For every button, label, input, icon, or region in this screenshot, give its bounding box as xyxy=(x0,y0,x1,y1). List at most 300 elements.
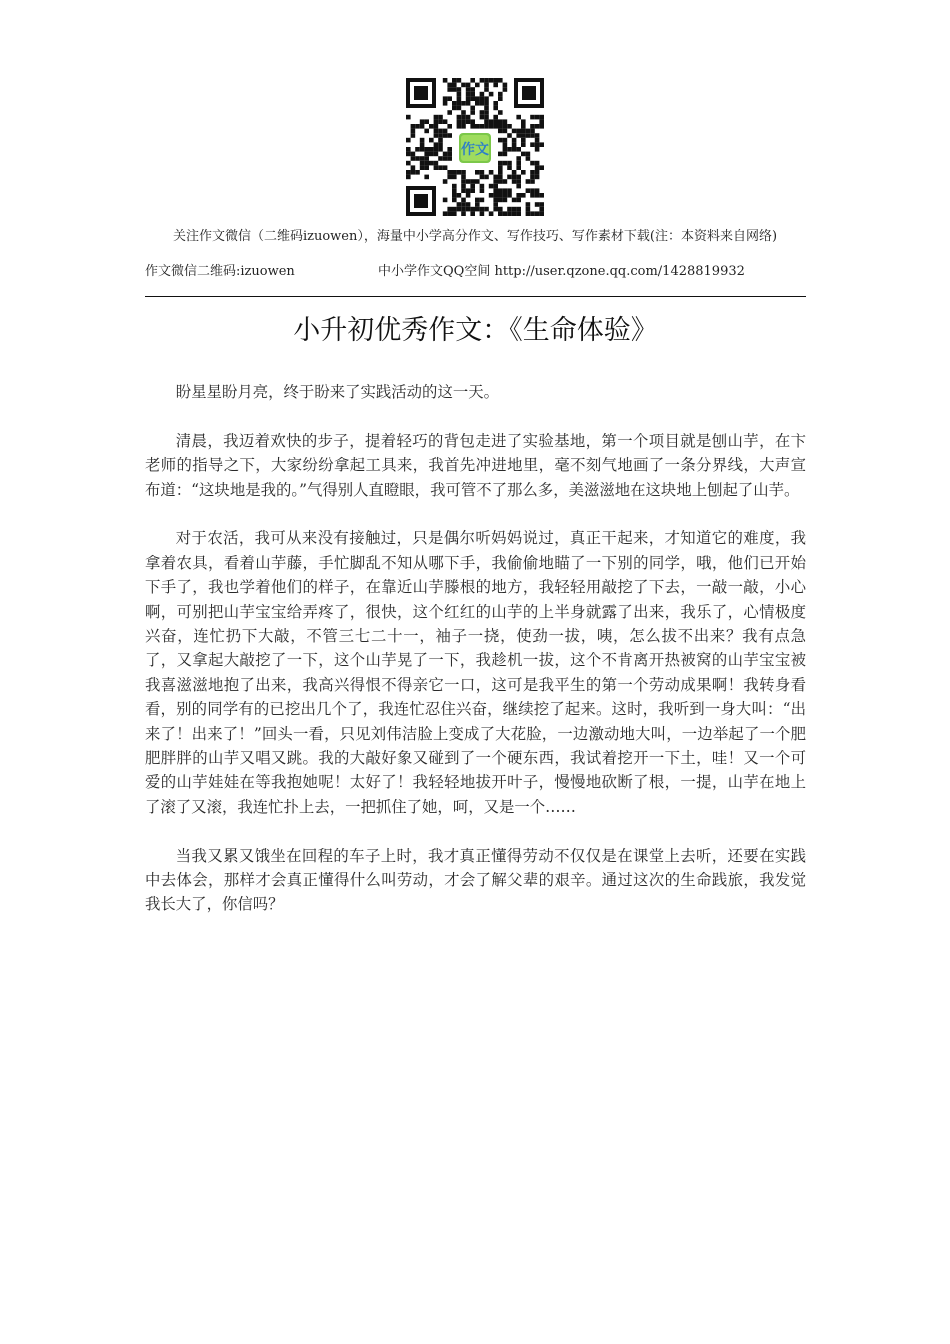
qr-module xyxy=(406,161,411,166)
qr-module xyxy=(438,129,443,134)
qr-module xyxy=(498,193,503,198)
qr-module xyxy=(461,202,466,207)
qr-module xyxy=(470,92,475,97)
qr-module xyxy=(424,165,429,170)
qr-module xyxy=(498,124,503,129)
qr-module xyxy=(475,83,480,88)
qr-module xyxy=(447,207,452,212)
qr-module xyxy=(539,124,544,129)
qr-module xyxy=(516,184,521,189)
qr-module xyxy=(503,152,508,157)
qr-module xyxy=(516,207,521,212)
qr-module xyxy=(503,142,508,147)
qr-module xyxy=(475,198,480,203)
qr-module xyxy=(526,211,531,216)
qr-module xyxy=(526,188,531,193)
qr-module xyxy=(443,119,448,124)
qr-module xyxy=(512,211,517,216)
qr-module xyxy=(411,165,416,170)
qr-module xyxy=(452,211,457,216)
paragraph: 清晨，我迈着欢快的步子，提着轻巧的背包走进了实验基地，第一个项目就是刨山芋，在卞老师的指导之下，大家纷纷拿起工具来，我首先冲进地里，毫不刻气地画了一条分界线，大声宣布道：“这块地是我的。”气得别人直瞪眼，我可管不了那么多，美滋滋地在这块地上刨起了山芋。 xyxy=(145,431,806,499)
qr-module xyxy=(461,83,466,88)
qr-module xyxy=(470,96,475,101)
qr-module xyxy=(461,211,466,216)
qr-module xyxy=(516,193,521,198)
qr-module xyxy=(484,207,489,212)
qr-module xyxy=(539,202,544,207)
qr-module xyxy=(507,165,512,170)
qr-module xyxy=(443,96,448,101)
qr-module xyxy=(516,161,521,166)
qr-module xyxy=(493,83,498,88)
qr-module xyxy=(535,147,540,152)
qr-module xyxy=(434,124,439,129)
qr-module xyxy=(470,188,475,193)
qr-module xyxy=(470,87,475,92)
qr-module xyxy=(507,124,512,129)
qr-module xyxy=(443,165,448,170)
paragraph: 当我又累又饿坐在回程的车子上时，我才真正懂得劳动不仅仅是在课堂上去听，还要在实践中去体会，那样才会真正懂得什么叫劳动，才会了解父辈的艰辛。通过这次的生命践旅，我发觉我长大了，你信吗？ xyxy=(145,846,806,914)
qr-module xyxy=(530,188,535,193)
qr-module xyxy=(461,119,466,124)
qr-module xyxy=(429,147,434,152)
qr-module xyxy=(507,211,512,216)
qr-module xyxy=(539,165,544,170)
qr-module xyxy=(470,207,475,212)
qr-module xyxy=(457,92,462,97)
qr-module xyxy=(493,124,498,129)
qr-module xyxy=(503,138,508,143)
qr-module xyxy=(535,138,540,143)
qr-module xyxy=(470,179,475,184)
qr-module xyxy=(498,198,503,203)
qr-module xyxy=(480,110,485,115)
qr-code-image xyxy=(404,76,546,218)
qr-module xyxy=(498,96,503,101)
qr-module xyxy=(457,101,462,106)
qr-module xyxy=(516,198,521,203)
qr-module xyxy=(420,142,425,147)
qr-module xyxy=(539,207,544,212)
qr-module xyxy=(447,124,452,129)
qr-module xyxy=(493,198,498,203)
qr-module xyxy=(498,152,503,157)
qr-module xyxy=(530,133,535,138)
qr-module xyxy=(512,198,517,203)
qr-module xyxy=(452,184,457,189)
qr-module xyxy=(424,161,429,166)
qr-module xyxy=(516,165,521,170)
qr-module xyxy=(452,106,457,111)
qr-module xyxy=(480,184,485,189)
qr-finder-bottom-left xyxy=(406,186,436,216)
qr-module xyxy=(489,92,494,97)
qr-module xyxy=(424,156,429,161)
qr-module xyxy=(466,96,471,101)
qr-module xyxy=(489,211,494,216)
qr-module xyxy=(484,175,489,180)
qr-module xyxy=(503,124,508,129)
qr-module xyxy=(535,170,540,175)
qr-module xyxy=(429,124,434,129)
qr-module xyxy=(452,87,457,92)
qr-module xyxy=(424,152,429,157)
qr-module xyxy=(526,156,531,161)
qr-module xyxy=(512,175,517,180)
qr-module xyxy=(434,133,439,138)
qr-module xyxy=(512,207,517,212)
qr-module xyxy=(457,193,462,198)
article-body xyxy=(145,380,806,941)
qr-module xyxy=(434,119,439,124)
qr-module xyxy=(498,78,503,83)
qr-module xyxy=(434,142,439,147)
qr-module xyxy=(447,83,452,88)
qr-module xyxy=(452,175,457,180)
qr-module xyxy=(493,193,498,198)
qr-module xyxy=(457,207,462,212)
qr-module xyxy=(415,156,420,161)
qr-module xyxy=(535,175,540,180)
qr-module xyxy=(530,179,535,184)
qr-module xyxy=(539,115,544,120)
qr-module xyxy=(475,207,480,212)
qr-module xyxy=(535,211,540,216)
qr-module xyxy=(438,165,443,170)
paragraph: 对于农活，我可从来没有接触过，只是偶尔听妈妈说过，真正干起来，才知道它的难度，我拿着农具，看着山芋藤，手忙脚乱不知从哪下手，我偷偷地瞄了一下别的同学，哦，他们已开始下手了，我也学着他们的样子，在靠近山芋滕根的地方，我轻轻用敲挖了下去，一敲一敲，小心啊，可别把山芋宝宝给弄疼了，很快，这个红红的山芋的上半身就露了出来，我乐了，心情极度兴奋，连忙扔下大敲，不管三七二十一，袖子一挠，使劲一拔，咦，怎么拔不出来？我有点急了，又拿起大敲挖了一下，这个山芋晃了一下，我趁机一拔，这个不肯离开热被窝的山芋宝宝被我喜滋滋地抱了出来，我高兴得恨不得亲它一口，这可是我平生的第一个劳动成果啊！我转身看看，别的同学有的已挖出几个了，我连忙忍住兴奋，继续挖了起来。这时，我听到一身大叫：“出来了！出来了！”回头一看，只见刘伟洁脸上变成了大花脸，一边激动地大叫，一边举起了一个肥肥胖胖的山芋又唱又跳。我的大敲好象又碰到了一个硬东西，我试着挖开一下土，哇！又一个可爱的山芋娃娃在等我抱她呢！太好了！我轻轻地拔开叶子，慢慢地砍断了根，一提，山芋在地上了滚了又滚，我连忙扑上去，一把抓住了她，呵，又是一个…… xyxy=(145,529,806,816)
qr-module xyxy=(480,78,485,83)
qr-module xyxy=(434,165,439,170)
qr-module xyxy=(411,156,416,161)
qr-module xyxy=(526,133,531,138)
qr-module xyxy=(438,115,443,120)
qr-module xyxy=(507,147,512,152)
qr-module xyxy=(420,156,425,161)
qr-module xyxy=(498,179,503,184)
qr-module xyxy=(466,115,471,120)
qr-module xyxy=(475,101,480,106)
qr-module xyxy=(420,138,425,143)
qr-module xyxy=(507,175,512,180)
qr-module xyxy=(498,188,503,193)
qr-module xyxy=(535,165,540,170)
qr-module xyxy=(516,129,521,134)
article-title: 小升初优秀作文：《生命体验》 xyxy=(293,315,658,346)
qr-module xyxy=(424,175,429,180)
qr-module xyxy=(484,110,489,115)
qr-module xyxy=(461,207,466,212)
qr-module xyxy=(484,83,489,88)
qr-module xyxy=(457,119,462,124)
qr-module xyxy=(516,115,521,120)
qr-module xyxy=(438,133,443,138)
qr-module xyxy=(489,184,494,189)
qr-module xyxy=(521,142,526,147)
qr-module xyxy=(411,129,416,134)
qr-module xyxy=(516,147,521,152)
qr-finder-top-right xyxy=(514,78,544,108)
qr-module xyxy=(539,211,544,216)
qr-module xyxy=(466,92,471,97)
qr-module xyxy=(406,115,411,120)
qr-module xyxy=(461,198,466,203)
qr-module xyxy=(539,193,544,198)
qr-module xyxy=(484,115,489,120)
qr-module xyxy=(498,129,503,134)
qr-module xyxy=(411,152,416,157)
qr-module xyxy=(503,161,508,166)
qr-module xyxy=(503,83,508,88)
qr-module xyxy=(489,124,494,129)
qr-module xyxy=(484,119,489,124)
qr-module xyxy=(447,133,452,138)
qr-module xyxy=(498,165,503,170)
qr-module xyxy=(475,124,480,129)
qr-module xyxy=(466,179,471,184)
qr-module xyxy=(434,129,439,134)
qr-module xyxy=(411,124,416,129)
qr-module xyxy=(498,170,503,175)
qr-module xyxy=(457,124,462,129)
qr-module xyxy=(447,87,452,92)
qr-module xyxy=(507,161,512,166)
qr-code xyxy=(404,76,546,218)
qr-module xyxy=(535,115,540,120)
qr-module xyxy=(420,147,425,152)
qr-module xyxy=(452,101,457,106)
qr-module xyxy=(470,119,475,124)
qr-module xyxy=(535,193,540,198)
qr-module xyxy=(493,101,498,106)
qr-module xyxy=(420,161,425,166)
qr-module xyxy=(530,175,535,180)
qr-module xyxy=(507,207,512,212)
qr-module xyxy=(530,193,535,198)
qr-module xyxy=(480,96,485,101)
qr-module xyxy=(503,87,508,92)
qr-module xyxy=(424,119,429,124)
qr-module xyxy=(457,115,462,120)
qr-module xyxy=(434,152,439,157)
qr-module xyxy=(498,92,503,97)
qr-module xyxy=(530,115,535,120)
qr-module xyxy=(447,175,452,180)
qr-module xyxy=(530,211,535,216)
qr-module xyxy=(498,138,503,143)
qr-module xyxy=(466,101,471,106)
qr-module xyxy=(420,124,425,129)
qr-module xyxy=(526,207,531,212)
qr-module xyxy=(480,101,485,106)
qr-module xyxy=(443,152,448,157)
qr-module xyxy=(498,119,503,124)
qr-module xyxy=(424,147,429,152)
qr-module xyxy=(438,138,443,143)
qr-module xyxy=(470,184,475,189)
qr-module xyxy=(466,83,471,88)
qr-module xyxy=(452,83,457,88)
qr-module xyxy=(457,78,462,83)
qr-module xyxy=(480,211,485,216)
qr-module xyxy=(507,188,512,193)
qr-module xyxy=(415,170,420,175)
qr-module xyxy=(443,129,448,134)
qr-module xyxy=(429,161,434,166)
qr-module xyxy=(503,188,508,193)
qr-module xyxy=(461,179,466,184)
qr-module xyxy=(452,188,457,193)
qr-module xyxy=(530,142,535,147)
qr-module xyxy=(493,202,498,207)
qr-module xyxy=(447,152,452,157)
qr-module xyxy=(535,161,540,166)
qr-module xyxy=(475,170,480,175)
qr-module xyxy=(411,133,416,138)
qr-module xyxy=(535,133,540,138)
qr-module xyxy=(516,211,521,216)
qr-module xyxy=(443,198,448,203)
qr-module xyxy=(443,101,448,106)
qr-module xyxy=(521,119,526,124)
qr-module xyxy=(539,142,544,147)
qq-space-link[interactable]: 中小学作文QQ空间 http://user.qzone.qq.com/1428819932 xyxy=(378,264,745,279)
qr-module xyxy=(466,119,471,124)
qr-module xyxy=(470,110,475,115)
header-divider xyxy=(145,296,806,297)
qr-module xyxy=(480,92,485,97)
qr-module xyxy=(493,179,498,184)
qr-module xyxy=(447,110,452,115)
qr-module xyxy=(493,78,498,83)
qr-module xyxy=(526,179,531,184)
qr-module xyxy=(475,96,480,101)
qr-module xyxy=(470,78,475,83)
qr-module xyxy=(503,147,508,152)
qr-module xyxy=(480,170,485,175)
qr-module xyxy=(406,152,411,157)
qr-logo-icon xyxy=(456,130,494,166)
qr-module xyxy=(539,119,544,124)
qr-module xyxy=(484,101,489,106)
qr-module xyxy=(512,129,517,134)
qr-module xyxy=(493,184,498,189)
qr-module xyxy=(498,207,503,212)
qr-module xyxy=(503,211,508,216)
qr-module xyxy=(521,152,526,157)
qr-module xyxy=(480,175,485,180)
qr-module xyxy=(461,124,466,129)
paragraph: 盼星星盼月亮，终于盼来了实践活动的这一天。 xyxy=(175,383,500,401)
qr-module xyxy=(503,193,508,198)
qr-module xyxy=(461,184,466,189)
qr-module xyxy=(434,147,439,152)
qr-module xyxy=(516,175,521,180)
qr-module xyxy=(512,142,517,147)
qr-module xyxy=(447,156,452,161)
qr-module xyxy=(484,78,489,83)
qr-module xyxy=(480,198,485,203)
qr-module xyxy=(466,188,471,193)
qr-module xyxy=(457,96,462,101)
qr-module xyxy=(480,115,485,120)
qr-module xyxy=(512,138,517,143)
qr-module xyxy=(521,129,526,134)
qr-module xyxy=(530,124,535,129)
qr-module xyxy=(429,138,434,143)
qr-module xyxy=(452,207,457,212)
qr-module xyxy=(535,188,540,193)
qr-module xyxy=(447,147,452,152)
qr-module xyxy=(415,124,420,129)
qr-module xyxy=(512,147,517,152)
qr-module xyxy=(530,161,535,166)
qr-module xyxy=(512,170,517,175)
qr-module xyxy=(461,188,466,193)
qr-module xyxy=(461,175,466,180)
qr-module xyxy=(443,156,448,161)
qr-module xyxy=(489,193,494,198)
qr-module xyxy=(489,119,494,124)
qr-module xyxy=(516,179,521,184)
qr-module xyxy=(434,161,439,166)
qr-module xyxy=(452,198,457,203)
qr-module xyxy=(447,170,452,175)
qr-module xyxy=(429,152,434,157)
qr-module xyxy=(521,193,526,198)
qr-module xyxy=(447,211,452,216)
qr-module xyxy=(452,193,457,198)
qr-module xyxy=(452,170,457,175)
qr-module xyxy=(461,115,466,120)
qr-module xyxy=(526,129,531,134)
qr-module xyxy=(475,179,480,184)
qr-module xyxy=(480,124,485,129)
qr-module xyxy=(521,170,526,175)
qr-module xyxy=(535,124,540,129)
qr-module xyxy=(489,78,494,83)
qr-module xyxy=(457,170,462,175)
qr-module xyxy=(484,106,489,111)
qr-module xyxy=(503,179,508,184)
qr-module xyxy=(443,179,448,184)
qr-module xyxy=(424,129,429,134)
qr-module xyxy=(466,193,471,198)
qr-module xyxy=(498,161,503,166)
qr-module xyxy=(420,165,425,170)
qr-finder-top-left xyxy=(406,78,436,108)
qr-module xyxy=(493,188,498,193)
qr-module xyxy=(466,207,471,212)
header-note: 关注作文微信（二维码izuowen），海量中小学高分作文、写作技巧、写作素材下载(注：本资料来自网络) xyxy=(172,229,778,244)
qr-module xyxy=(443,211,448,216)
qr-module xyxy=(480,207,485,212)
qr-module xyxy=(461,170,466,175)
qr-module xyxy=(406,147,411,152)
qr-module xyxy=(521,124,526,129)
qr-module xyxy=(493,175,498,180)
qr-module xyxy=(457,106,462,111)
qr-module xyxy=(526,152,531,157)
qr-module xyxy=(489,170,494,175)
qr-module xyxy=(434,115,439,120)
qr-module xyxy=(470,106,475,111)
qr-module xyxy=(466,202,471,207)
qr-module xyxy=(438,147,443,152)
qr-module xyxy=(438,156,443,161)
qr-module xyxy=(503,119,508,124)
qr-module xyxy=(498,175,503,180)
qr-module xyxy=(411,170,416,175)
